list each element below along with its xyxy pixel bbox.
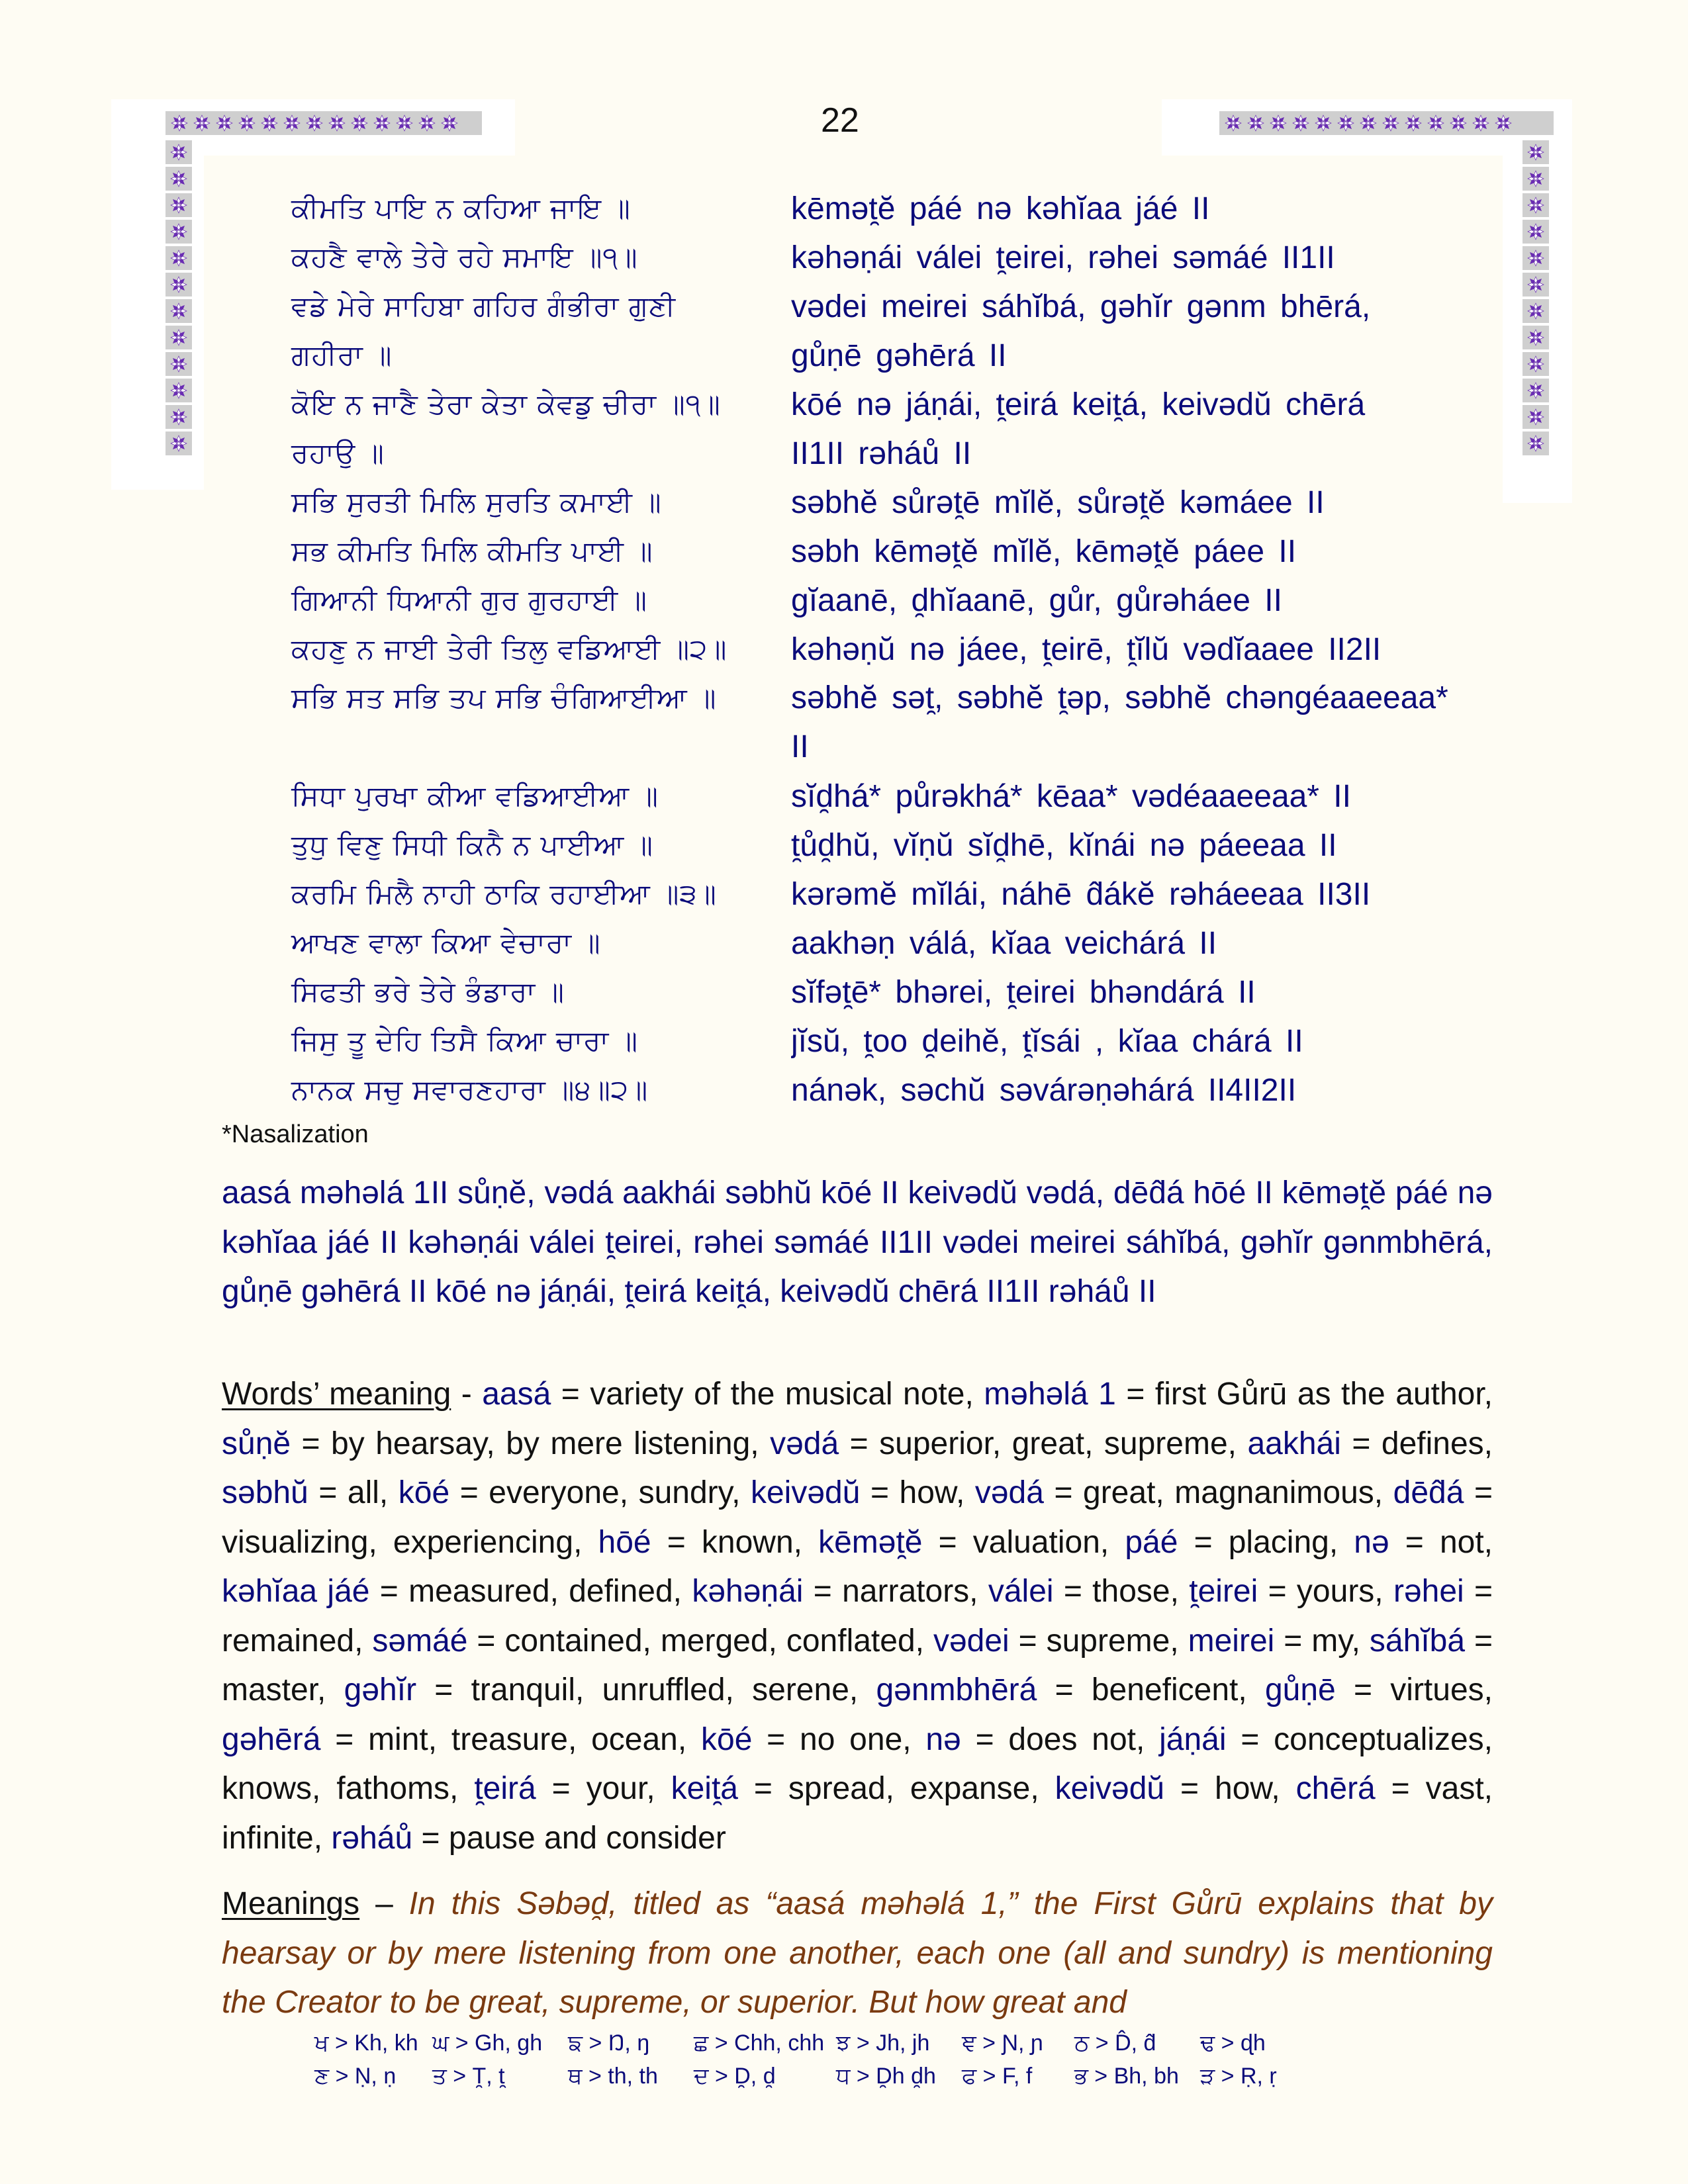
left-flower-border	[165, 140, 192, 455]
flower-icon	[281, 112, 303, 134]
meanings-section	[222, 1880, 1493, 2028]
glossary-term: meirei	[1188, 1623, 1275, 1659]
glossary-definition: = defines,	[1340, 1426, 1493, 1461]
glossary-definition: = those,	[1053, 1574, 1190, 1609]
glossary-term: t̯eirei	[1189, 1574, 1258, 1609]
verse-row	[291, 576, 1456, 625]
transliteration-paragraph: aasá məhəlá 1II sůṇĕ, vədá aakhái səbhŭ kōé II keivədŭ vədá, dēd̂á hōé II kēmət̯ĕ páé nə kəhĭaa jáé II kəhəṇái válei t̯eirei, rəhei səmáé II1II vədei meirei sáhĭbá, gəhĭr gənmbhērá, gůṇē gəhērá II kōé nə jáṇái, t̯eirá keit̯á, keivədŭ chērá II1II rəháů II	[222, 1175, 1493, 1309]
verse-row	[291, 233, 1456, 282]
flower-icon	[165, 220, 192, 244]
flower-icon	[350, 114, 369, 132]
flower-icon	[169, 249, 188, 267]
gurmukhi-line: ਸਿਧਾ ਪੁਰਖਾ ਕੀਆ ਵਡਿਆਈਆ ॥	[291, 780, 659, 812]
glossary-definition: = yours,	[1258, 1574, 1393, 1609]
glossary-term: chērá	[1295, 1771, 1376, 1806]
glossary-term: vədei	[933, 1623, 1009, 1659]
glossary-term: páé	[1125, 1524, 1178, 1560]
verse-row	[291, 380, 1456, 429]
glossary-term: məhəlá 1	[984, 1377, 1116, 1412]
verse-row	[291, 429, 1456, 478]
glossary-term: sáhĭbá	[1369, 1623, 1466, 1659]
flower-icon	[1526, 169, 1545, 188]
verse-row	[291, 1066, 1456, 1115]
roman-line: kəhəṇái válei t̯eirei, rəhei səmáé II1II	[791, 240, 1335, 275]
legend-item: ੜ > Ṛ, ṛ	[1200, 2063, 1277, 2089]
verse-row	[291, 870, 1456, 919]
glossary-definition: = vast, infinite,	[222, 1771, 1493, 1856]
verse-row	[291, 772, 1456, 821]
glossary-definition: = tranquil, unruffled, serene,	[416, 1672, 876, 1707]
glossary-definition: = my,	[1274, 1623, 1370, 1659]
flower-icon	[191, 112, 213, 134]
gurmukhi-line: ਰਹਾਉ ॥	[291, 437, 385, 469]
flower-icon	[165, 273, 192, 296]
flower-icon	[1526, 434, 1545, 453]
glossary-definition: = supreme,	[1009, 1623, 1188, 1659]
flower-icon	[169, 302, 188, 320]
legend-item: ਧ > D̯h d̯h	[836, 2063, 936, 2089]
glossary-term: kōé	[398, 1475, 450, 1510]
flower-icon	[170, 114, 189, 132]
glossary-term: keivədŭ	[750, 1475, 861, 1510]
glossary-term: gůṇē	[1264, 1672, 1336, 1707]
verse-row	[291, 919, 1456, 968]
glossary-term: kōé	[701, 1721, 753, 1757]
flower-icon	[1523, 405, 1549, 429]
roman-line: kərəmĕ mĭlái, náhē d̂ákĕ rəháeeaa II3II	[791, 876, 1371, 912]
flower-icon	[258, 112, 281, 134]
flower-icon	[1380, 112, 1402, 134]
roman-line: jĭsŭ, t̯oo d̯eihĕ, t̯ĭsái , kĭaa chárá II	[791, 1023, 1303, 1059]
flower-icon	[1523, 299, 1549, 323]
glossary-definition: = measured, defined,	[369, 1574, 692, 1609]
glossary-definition: = narrators,	[803, 1574, 988, 1609]
flower-icon	[213, 112, 236, 134]
glossary-term: rəhei	[1393, 1574, 1464, 1609]
gurmukhi-line: ਗਿਆਨੀ ਧਿਆਨੀ ਗੁਰ ਗੁਰਹਾਈ ॥	[291, 584, 647, 616]
flower-icon	[1523, 140, 1549, 164]
flower-icon	[165, 193, 192, 217]
flower-icon	[416, 112, 438, 134]
gurmukhi-line: ਨਾਨਕ ਸਚੁ ਸਵਾਰਣਹਾਰਾ ॥੪॥੨॥	[291, 1073, 649, 1106]
right-flower-border	[1523, 140, 1549, 455]
glossary-definition: = superior, great, supreme,	[839, 1426, 1248, 1461]
flower-icon	[1404, 114, 1423, 132]
glossary-definition: = known,	[651, 1524, 819, 1560]
glossary-definition: = great, magnanimous,	[1043, 1475, 1393, 1510]
glossary-definition: = contained, merged, conflated,	[467, 1623, 933, 1659]
legend-item: ਥ > th, th	[568, 2063, 658, 2089]
flower-icon	[1246, 114, 1265, 132]
verse-table	[291, 184, 1456, 1115]
flower-icon	[1224, 114, 1243, 132]
gurmukhi-line: ਕਹਣੁ ਨ ਜਾਈ ਤੇਰੀ ਤਿਲੁ ਵਡਿਆਈ ॥੨॥	[291, 633, 727, 665]
legend-item: ਢ > ɖh	[1200, 2030, 1266, 2056]
glossary-term: gəhĭr	[344, 1672, 417, 1707]
glossary-term: vədá	[974, 1475, 1044, 1510]
glossary-term: aakhái	[1247, 1426, 1341, 1461]
legend-item: ਣ > Ṇ, ṇ	[314, 2063, 397, 2089]
flower-icon	[1526, 143, 1545, 161]
glossary-term: kəhəṇái	[692, 1574, 804, 1609]
glossary-term: válei	[988, 1574, 1054, 1609]
roman-line: II1II rəháů II	[791, 435, 972, 471]
flower-icon	[1267, 112, 1289, 134]
verse-row	[291, 968, 1456, 1017]
roman-line: səbhĕ sůrət̯ē mĭlĕ, sůrət̯ĕ kəmáee II	[791, 484, 1325, 520]
glossary-definition: = conceptualizes, knows, fathoms,	[222, 1721, 1493, 1806]
glossary-term: kēmət̯ĕ	[818, 1524, 923, 1560]
words-meaning-heading: Words’ meaning	[222, 1377, 451, 1412]
words-meaning-section	[222, 1370, 1493, 1863]
gurmukhi-line: ਆਖਣ ਵਾਲਾ ਕਿਆ ਵੇਚਾਰਾ ॥	[291, 927, 601, 959]
flower-icon	[165, 352, 192, 376]
gurmukhi-line: ਗਹੀਰਾ ॥	[291, 339, 393, 371]
flower-icon	[193, 114, 211, 132]
flower-icon	[1523, 220, 1549, 244]
flower-icon	[1244, 112, 1267, 134]
flower-icon	[1523, 432, 1549, 455]
flower-icon	[1402, 112, 1425, 134]
legend-item: ਭ > Bh, bh	[1074, 2063, 1179, 2089]
flower-icon	[393, 112, 416, 134]
flower-icon	[373, 114, 391, 132]
flower-icon	[1357, 112, 1380, 134]
glossary-term: nə	[1354, 1524, 1389, 1560]
roman-line: gĭaanē, d̯hĭaanē, gůr, gůrəháee II	[791, 582, 1282, 618]
glossary-term: gəhērá	[222, 1721, 321, 1757]
roman-line: gůṇē gəhērá II	[791, 338, 1007, 373]
flower-icon	[1523, 193, 1549, 217]
glossary-definition: = does not,	[961, 1721, 1160, 1757]
gurmukhi-line: ਕਹਣੈ ਵਾਲੇ ਤੇਰੇ ਰਹੇ ਸਮਾਇ ॥੧॥	[291, 241, 638, 273]
legend-item: ਦ > D̯, d̯	[694, 2063, 776, 2089]
glossary-term: keit̯á	[671, 1771, 738, 1806]
roman-line: kəhəṇŭ nə jáee, t̯eirē, t̯ĭlŭ vədĭaaee II2II	[791, 631, 1382, 667]
verse-row	[291, 674, 1456, 772]
glossary-term: aasá	[482, 1377, 551, 1412]
glossary-definition: = your,	[536, 1771, 671, 1806]
glossary-term: hōé	[598, 1524, 651, 1560]
roman-line: kōé nə jáṇái, t̯eirá keit̯á, keivədŭ chērá	[791, 387, 1366, 422]
flower-icon	[326, 112, 348, 134]
flower-icon	[1526, 249, 1545, 267]
gurmukhi-line: ਸਭਿ ਸੁਰਤੀ ਮਿਲਿ ਸੁਰਤਿ ਕਮਾਈ ॥	[291, 486, 662, 518]
flower-icon	[169, 381, 188, 400]
verse-row	[291, 821, 1456, 870]
heading-separator: -	[451, 1377, 483, 1412]
flower-icon	[169, 143, 188, 161]
flower-icon	[1526, 196, 1545, 214]
flower-icon	[1470, 112, 1492, 134]
flower-icon	[260, 114, 279, 132]
glossary-definition: = all,	[308, 1475, 399, 1510]
flower-icon	[169, 222, 188, 241]
flower-icon	[169, 196, 188, 214]
heading-separator: –	[359, 1886, 409, 1921]
flower-icon	[238, 114, 256, 132]
transliteration-legend	[314, 2026, 1306, 2093]
legend-item: ਘ > Gh, gh	[432, 2030, 543, 2056]
flower-icon	[1336, 114, 1355, 132]
flower-icon	[1335, 112, 1357, 134]
flower-icon	[1359, 114, 1378, 132]
flower-icon	[438, 112, 461, 134]
flower-icon	[348, 112, 371, 134]
glossary-definition: = master,	[222, 1623, 1493, 1707]
flower-icon	[168, 112, 191, 134]
legend-item: ਛ > Chh, chh	[694, 2030, 825, 2056]
flower-icon	[1425, 112, 1447, 134]
glossary-definition: = remained,	[222, 1574, 1493, 1659]
gurmukhi-line: ਕੀਮਤਿ ਪਾਇ ਨ ਕਹਿਆ ਜਾਇ ॥	[291, 192, 631, 224]
gurmukhi-line: ਤੁਧੁ ਵਿਣੁ ਸਿਧੀ ਕਿਨੈ ਨ ਪਾਈਆ ॥	[291, 829, 653, 861]
legend-item: ਖ > Kh, kh	[314, 2030, 418, 2056]
roman-line: vədei meirei sáhĭbá, gəhĭr gənm bhērá,	[791, 289, 1371, 324]
flower-icon	[1523, 379, 1549, 402]
legend-row	[314, 2026, 1306, 2060]
flower-icon	[1449, 114, 1468, 132]
flower-icon	[1526, 275, 1545, 294]
flower-icon	[165, 140, 192, 164]
legend-item: ਤ > T̯, t̯	[432, 2063, 505, 2089]
glossary-definition: = virtues,	[1335, 1672, 1493, 1707]
words-meaning-entries	[222, 1377, 1493, 1856]
gurmukhi-line: ਸਿਫਤੀ ਭਰੇ ਤੇਰੇ ਭੰਡਾਰਾ ॥	[291, 976, 565, 1008]
flower-icon	[440, 114, 459, 132]
flower-icon	[395, 114, 414, 132]
flower-icon	[1526, 408, 1545, 426]
meanings-heading: Meanings	[222, 1886, 360, 1921]
roman-line: t̯ůd̯hŭ, vĭṇŭ sĭd̯hē, kĭnái nə páeeaa II	[791, 827, 1337, 863]
meanings-text: In this Səbəd̯, titled as “aasá məhəlá 1,” the First Gůrū explains that by hearsay or by mere listening from one another, each one (all and sundry) is mentioning the Creator to be great, supreme, or superior. But how great and	[222, 1886, 1493, 2020]
flower-icon	[1526, 222, 1545, 241]
glossary-term: dēd̂á	[1393, 1475, 1464, 1510]
flower-icon	[1492, 112, 1515, 134]
verse-row	[291, 331, 1456, 380]
glossary-definition: = everyone, sundry,	[449, 1475, 751, 1510]
flower-icon	[1523, 352, 1549, 376]
verse-row	[291, 184, 1456, 233]
verse-row	[291, 625, 1456, 674]
gurmukhi-line: ਕਰਮਿ ਮਿਲੈ ਨਾਹੀ ਠਾਕਿ ਰਹਾਈਆ ॥੩॥	[291, 878, 717, 910]
roman-line: sĭfət̯ē* bhərei, t̯eirei bhəndárá II	[791, 974, 1256, 1010]
legend-item: ਝ > Jh, jh	[836, 2030, 930, 2056]
flower-icon	[169, 275, 188, 294]
legend-row	[314, 2060, 1306, 2093]
flower-icon	[165, 405, 192, 429]
flower-icon	[165, 246, 192, 270]
glossary-term: səbhŭ	[222, 1475, 308, 1510]
roman-line: kēmət̯ĕ páé nə kəhĭaa jáé II	[791, 191, 1210, 226]
glossary-term: sůṇĕ	[222, 1426, 291, 1461]
flower-icon	[1523, 273, 1549, 296]
flower-icon	[418, 114, 436, 132]
flower-icon	[1523, 326, 1549, 349]
glossary-term: vədá	[770, 1426, 839, 1461]
glossary-definition: = no one,	[752, 1721, 926, 1757]
flower-icon	[1312, 112, 1335, 134]
glossary-definition: = spread, expanse,	[737, 1771, 1055, 1806]
roman-line: nánək, səchŭ səvárəṇəhárá II4II2II	[791, 1072, 1297, 1108]
flower-icon	[1523, 246, 1549, 270]
legend-item: ਠ > D̂, d̂	[1074, 2030, 1156, 2056]
gurmukhi-line: ਕੋਇ ਨ ਜਾਣੈ ਤੇਰਾ ਕੇਤਾ ਕੇਵਡੁ ਚੀਰਾ ॥੧॥	[291, 388, 721, 420]
glossary-term: jáṇái	[1159, 1721, 1227, 1757]
verse-row	[291, 478, 1456, 527]
glossary-term: rəháů	[331, 1820, 413, 1856]
flower-icon	[1314, 114, 1333, 132]
flower-icon	[165, 379, 192, 402]
gurmukhi-line: ਵਡੇ ਮੇਰੇ ਸਾਹਿਬਾ ਗਹਿਰ ਗੰਭੀਰਾ ਗੁਣੀ	[291, 290, 677, 322]
flower-icon	[165, 167, 192, 191]
glossary-definition: = variety of the musical note,	[551, 1377, 984, 1412]
flower-icon	[1289, 112, 1312, 134]
roman-line: sĭd̯há* půrəkhá* kēaa* vədéaaeeaa* II	[791, 778, 1351, 814]
verse-row	[291, 527, 1456, 576]
glossary-definition: = beneficent,	[1037, 1672, 1265, 1707]
flower-icon	[1526, 328, 1545, 347]
glossary-definition: = pause and consider	[412, 1820, 726, 1856]
gurmukhi-line: ਸਭਿ ਸਤ ਸਭਿ ਤਪ ਸਭਿ ਚੰਗਿਆਈਆ ॥	[291, 682, 717, 714]
glossary-definition: = first Gůrū as the author,	[1115, 1377, 1493, 1412]
gurmukhi-line: ਜਿਸੁ ਤੂ ਦੇਹਿ ਤਿਸੈ ਕਿਆ ਚਾਰਾ ॥	[291, 1024, 638, 1057]
glossary-term: kəhĭaa jáé	[222, 1574, 370, 1609]
flower-icon	[169, 434, 188, 453]
flower-icon	[303, 112, 326, 134]
nasalization-footnote: *Nasalization	[222, 1120, 369, 1148]
flower-icon	[328, 114, 346, 132]
roman-line: səbh kēmət̯ĕ mĭlĕ, kēmət̯ĕ páee II	[791, 533, 1297, 569]
glossary-definition: = how,	[1164, 1771, 1296, 1806]
flower-icon	[1526, 381, 1545, 400]
flower-icon	[1291, 114, 1310, 132]
flower-icon	[165, 299, 192, 323]
roman-line: aakhəṇ válá, kĭaa veichárá II	[791, 925, 1217, 961]
legend-item: ਙ > Ŋ, ŋ	[568, 2030, 650, 2056]
glossary-term: t̯eirá	[474, 1771, 536, 1806]
flower-icon	[215, 114, 234, 132]
flower-icon	[165, 432, 192, 455]
flower-icon	[371, 112, 393, 134]
flower-icon	[1523, 167, 1549, 191]
legend-item: ਫ > F, f	[962, 2063, 1033, 2089]
glossary-term: nə	[925, 1721, 961, 1757]
glossary-term: gənmbhērá	[876, 1672, 1037, 1707]
glossary-definition: = valuation,	[922, 1524, 1125, 1560]
flower-icon	[169, 328, 188, 347]
glossary-definition: = how,	[860, 1475, 975, 1510]
flower-icon	[1494, 114, 1513, 132]
legend-item: ਞ > Ɲ, ɲ	[962, 2030, 1043, 2056]
flower-icon	[1222, 112, 1244, 134]
flower-icon	[1526, 355, 1545, 373]
flower-icon	[1447, 112, 1470, 134]
flower-icon	[283, 114, 301, 132]
page-number: 22	[821, 101, 859, 140]
flower-icon	[165, 326, 192, 349]
top-right-flower-border	[1219, 111, 1554, 135]
glossary-definition: = visualizing, experiencing,	[222, 1475, 1493, 1560]
flower-icon	[1472, 114, 1490, 132]
gurmukhi-line: ਸਭ ਕੀਮਤਿ ਮਿਲਿ ਕੀਮਤਿ ਪਾਈ ॥	[291, 535, 653, 567]
flower-icon	[1382, 114, 1400, 132]
roman-line: səbhĕ sət̯, səbhĕ t̯əp, səbhĕ chənɡéaaeeaa* II	[791, 680, 1448, 764]
glossary-term: səmáé	[372, 1623, 468, 1659]
flower-icon	[169, 408, 188, 426]
flower-icon	[305, 114, 324, 132]
glossary-term: keivədŭ	[1055, 1771, 1165, 1806]
top-left-flower-border	[165, 111, 482, 135]
glossary-definition: = placing,	[1178, 1524, 1354, 1560]
verse-row	[291, 282, 1456, 331]
flower-icon	[1269, 114, 1288, 132]
flower-icon	[169, 169, 188, 188]
flower-icon	[236, 112, 258, 134]
flower-icon	[1427, 114, 1445, 132]
glossary-definition: = mint, treasure, ocean,	[320, 1721, 701, 1757]
glossary-definition: = by hearsay, by mere listening,	[291, 1426, 771, 1461]
flower-icon	[1526, 302, 1545, 320]
flower-icon	[169, 355, 188, 373]
glossary-definition: = not,	[1389, 1524, 1493, 1560]
verse-row	[291, 1017, 1456, 1066]
